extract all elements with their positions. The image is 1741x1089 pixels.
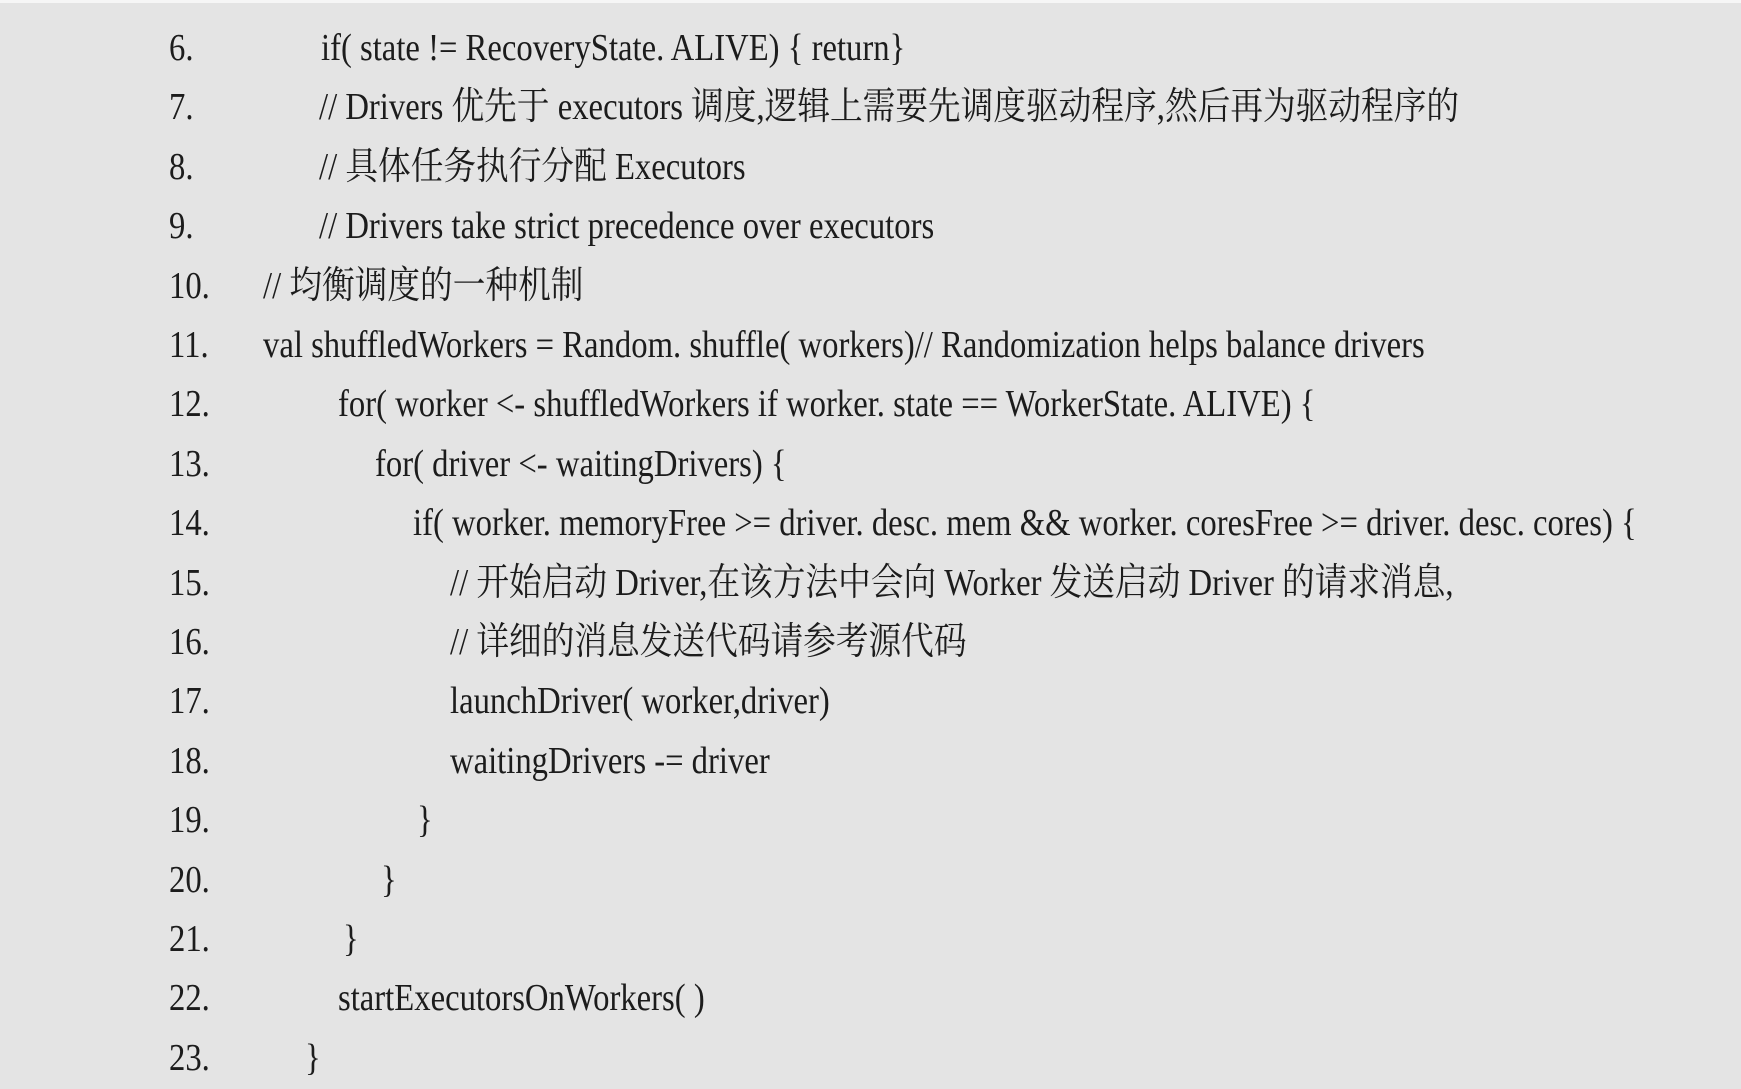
- closing-brace: }: [305, 1036, 321, 1079]
- code-comment: // 详细的消息发送代码请参考源代码: [450, 621, 967, 663]
- code-line: [0, 197, 1741, 256]
- line-number: 7.: [169, 86, 194, 129]
- code-text: startExecutorsOnWorkers( ): [338, 977, 705, 1020]
- line-number: 18.: [169, 739, 210, 782]
- line-number: 22.: [169, 977, 210, 1020]
- line-number: 16.: [169, 621, 210, 663]
- code-text: if( worker. memoryFree >= driver. desc. mem && worker. coresFree >= driver. desc. cores) {: [413, 502, 1637, 545]
- code-line: [0, 316, 1741, 375]
- code-line: [0, 257, 1741, 316]
- code-line: [0, 969, 1741, 1028]
- code-line: [0, 494, 1741, 553]
- code-line: [0, 791, 1741, 850]
- line-number: 10.: [169, 264, 210, 307]
- code-line: [0, 435, 1741, 494]
- closing-brace: }: [343, 918, 359, 960]
- code-comment: // 开始启动 Driver,在该方法中会向 Worker 发送启动 Driver 的请求消息,: [450, 561, 1454, 604]
- code-line: [0, 613, 1741, 672]
- closing-brace: }: [381, 858, 397, 901]
- line-number: 17.: [169, 680, 210, 723]
- line-number: 21.: [169, 918, 210, 960]
- line-number: 20.: [169, 858, 210, 901]
- code-text: for( worker <- shuffledWorkers if worker. state == WorkerState. ALIVE) {: [338, 383, 1316, 426]
- line-number: 8.: [169, 145, 194, 188]
- line-number: 19.: [169, 799, 210, 842]
- code-comment: // 均衡调度的一种机制: [263, 264, 584, 307]
- code-text: for( driver <- waitingDrivers) {: [375, 442, 787, 485]
- line-number: 14.: [169, 502, 210, 545]
- code-comment: // Drivers 优先于 executors 调度,逻辑上需要先调度驱动程序,然后再为驱动程序的: [319, 86, 1460, 129]
- code-line: [0, 138, 1741, 197]
- code-line: [0, 672, 1741, 731]
- line-number: 13.: [169, 442, 210, 485]
- code-line: [0, 19, 1741, 78]
- code-line: [0, 554, 1741, 613]
- line-number: 11.: [169, 324, 209, 366]
- code-line: [0, 732, 1741, 791]
- code-comment: // 具体任务执行分配 Executors: [319, 145, 746, 188]
- code-line: [0, 851, 1741, 910]
- line-number: 6.: [169, 27, 194, 69]
- code-line: [0, 1029, 1741, 1088]
- closing-brace: }: [417, 799, 433, 842]
- code-line: [0, 78, 1741, 137]
- line-number: 9.: [169, 205, 194, 248]
- code-text: if( state != RecoveryState. ALIVE) { return}: [321, 27, 906, 69]
- code-line: [0, 375, 1741, 434]
- code-comment: // Drivers take strict precedence over executors: [319, 205, 935, 248]
- code-text: waitingDrivers -= driver: [450, 739, 770, 782]
- line-number: 23.: [169, 1036, 210, 1079]
- code-text: val shuffledWorkers = Random. shuffle( workers)// Randomization helps balance drivers: [263, 324, 1425, 366]
- code-line: [0, 910, 1741, 969]
- line-number: 15.: [169, 561, 210, 604]
- line-number: 12.: [169, 383, 210, 426]
- code-text: launchDriver( worker,driver): [450, 680, 830, 723]
